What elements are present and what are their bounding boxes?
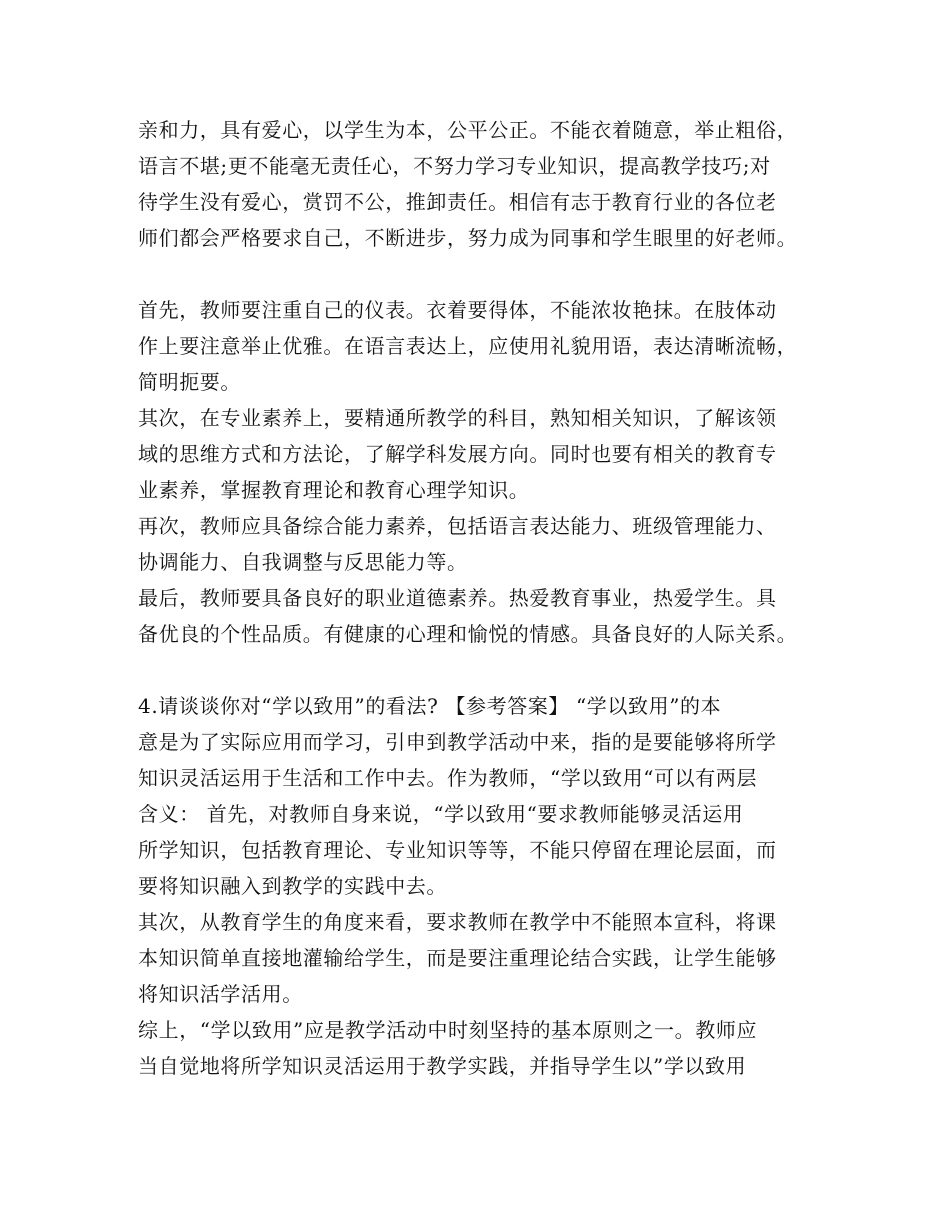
text-line: 4.请谈谈你对“学以致用”的看法? 【参考答案】 “学以致用”的本: [138, 694, 722, 718]
text-line: 语言不堪;更不能毫无责任心，不努力学习专业知识，提高教学技巧;对: [138, 154, 771, 178]
text-line: 意是为了实际应用而学习，引申到教学活动中来，指的是要能够将所学: [138, 730, 777, 754]
text-line: 协调能力、自我调整与反思能力等。: [138, 550, 468, 574]
text-line: 域的思维方式和方法论，了解学科发展方向。同时也要有相关的教育专: [138, 442, 777, 466]
text-line: 当自觉地将所学知识灵活运用于教学实践，并指导学生以”学以致用: [138, 1054, 747, 1078]
text-line: 要将知识融入到教学的实践中去。: [138, 874, 447, 898]
text-line: 作上要注意举止优雅。在语言表达上，应使用礼貌用语，表达清晰流畅，: [138, 334, 798, 358]
text-line: 综上，“学以致用”应是教学活动中时刻坚持的基本原则之一。教师应: [138, 1018, 758, 1042]
text-line: 待学生没有爱心，赏罚不公，推卸责任。相信有志于教育行业的各位老: [138, 190, 777, 214]
text-line: 最后，教师要具备良好的职业道德素养。热爱教育事业，热爱学生。具: [138, 586, 777, 610]
text-line: 所学知识，包括教育理论、专业知识等等，不能只停留在理论层面，而: [138, 838, 777, 862]
text-line: 业素养，掌握教育理论和教育心理学知识。: [138, 478, 530, 502]
text-line: 其次，从教育学生的角度来看，要求教师在教学中不能照本宣科，将课: [138, 910, 777, 934]
text-line: 亲和力，具有爱心，以学生为本，公平公正。不能衣着随意，举止粗俗，: [138, 118, 798, 142]
text-line: 首先，教师要注重自己的仪表。衣着要得体，不能浓妆艳抹。在肢体动: [138, 298, 777, 322]
text-line: 知识灵活运用于生活和工作中去。作为教师，“学以致用“可以有两层: [138, 766, 758, 790]
text-line: 其次，在专业素养上，要精通所教学的科目，熟知相关知识，了解该领: [138, 406, 777, 430]
text-line: 含义： 首先，对教师自身来说，“学以致用“要求教师能够灵活运用: [138, 802, 744, 826]
text-line: 备优良的个性品质。有健康的心理和愉悦的情感。具备良好的人际关系。: [138, 622, 798, 646]
text-line: 简明扼要。: [138, 370, 241, 394]
text-line: 将知识活学活用。: [138, 982, 303, 1006]
text-line: 再次，教师应具备综合能力素养，包括语言表达能力、班级管理能力、: [138, 514, 777, 538]
text-line: 师们都会严格要求自己，不断进步，努力成为同事和学生眼里的好老师。: [138, 226, 798, 250]
text-line: 本知识简单直接地灌输给学生，而是要注重理论结合实践，让学生能够: [138, 946, 777, 970]
